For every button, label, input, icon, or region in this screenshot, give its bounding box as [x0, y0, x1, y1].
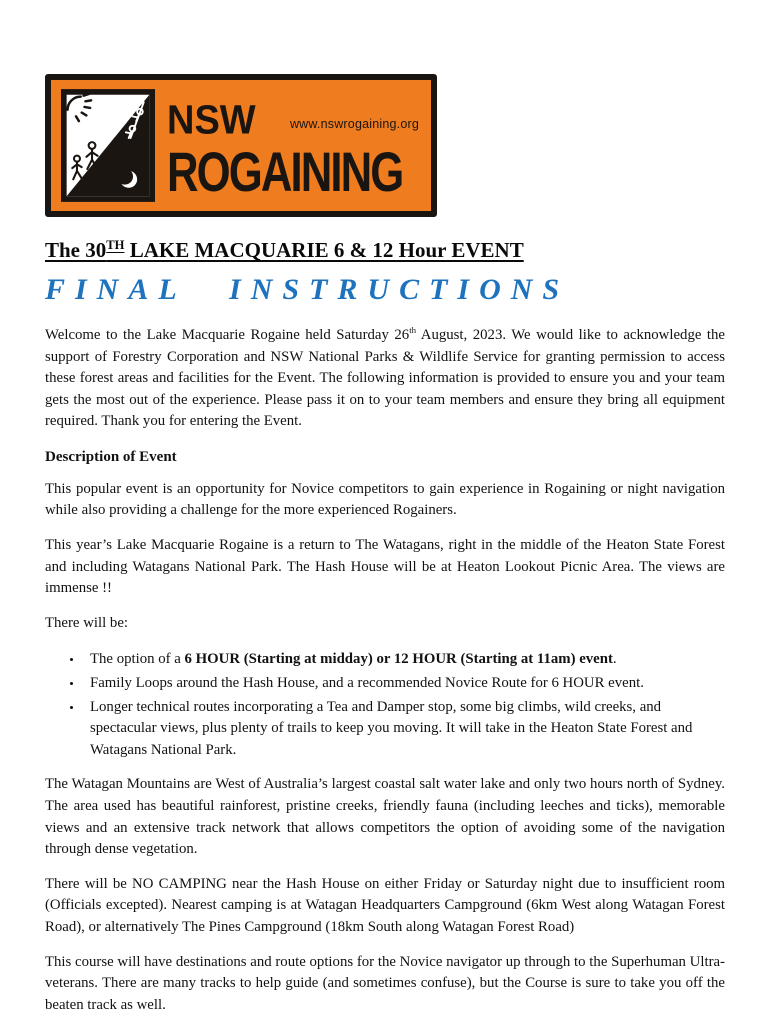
subtitle-final-instructions: FINAL INSTRUCTIONS [45, 273, 570, 306]
logo-text-block [167, 98, 421, 203]
paragraph-this-year: This year’s Lake Macquarie Rogaine is a return to The Watagans, right in the middle of the Heaton State Forest and including Watagans National Park. The Hash House will be at Heaton Lookout Picnic Area. The views are immense !! [45, 537, 725, 597]
logo-website-url: www.nswrogaining.org [289, 117, 419, 132]
list-item-duration-options [83, 649, 725, 671]
event-options-list [45, 649, 725, 761]
nsw-rogaining-logo [45, 74, 437, 217]
bullet1-suffix: . [612, 651, 617, 668]
heading-description-of-event: Description of Event [45, 448, 177, 465]
intro-run-1: Welcome to the Lake Macquarie Rogaine held Saturday 26 [45, 326, 410, 343]
title-superscript: TH [106, 238, 125, 252]
paragraph-course-options: This course will have destinations and route options for the Novice navigator up through to the Superhuman Ultra-veterans. There are many tracks to help guide (and sometimes confuse), but the Course is sure to take you off the beaten track as well. [45, 953, 725, 1013]
bullet1-bold: 6 HOUR (Starting at midday) or 12 HOUR (Starting at 11am) event [184, 651, 613, 668]
logo-rogaining-text: ROGAINING [167, 139, 403, 203]
list-item-family-loops: • Family Loops around the Hash House, and a recommended Novice Route for 6 HOUR event. [83, 673, 725, 695]
paragraph-no-camping: There will be NO CAMPING near the Hash House on either Friday or Saturday night due to insufficient room (Officials excepted). Nearest camping is at Watagan Headquarters Campground (6km West along Watagan Forest Road), or alternatively The Pines Campground (18km South along Watagan Forest Road) [45, 875, 725, 935]
title-rest: LAKE MACQUARIE 6 & 12 Hour EVENT [124, 238, 524, 262]
paragraph-popular-event: This popular event is an opportunity for Novice competitors to gain experience in Rogaining or night navigation while also providing a challenge for the more experienced Rogainers. [45, 480, 725, 519]
title-prefix: The 30 [45, 238, 107, 262]
intro-run-2: August, 2023. We would like to acknowledge the support of Forestry Corporation and NSW National Parks & Wildlife Service for granting permission to access these forest areas and facilities for the Event. The following information is provided to ensure you and your team gets the most out of the experience. Please pass it on to your team members and ensure they bring all equipment required. Thank you for entering the Event. [45, 326, 725, 430]
orienteering-day-night-icon [61, 88, 155, 203]
page-title [45, 238, 725, 263]
logo-nsw-text: NSW [167, 98, 256, 144]
paragraph-watagan-mountains: The Watagan Mountains are West of Australia’s largest coastal salt water lake and only two hours north of Sydney. The area used has beautiful rainforest, pristine creeks, friendly fauna (including leeches and ticks), memorable views and an extensive track network that allows competitors the option of avoiding some of the navigation through dense vegetation. [45, 776, 725, 858]
intro-paragraph [45, 320, 725, 433]
bullet1-prefix: The option of a [90, 651, 185, 668]
intro-superscript: th [409, 325, 417, 335]
paragraph-there-will-be: There will be: [45, 614, 128, 631]
list-item-technical-routes: • Longer technical routes incorporating a Tea and Damper stop, some big climbs, wild creeks, and spectacular views, plus plenty of trails to keep you moving. It will take in the Heaton State Forest and Watagans National Park. [83, 697, 725, 762]
